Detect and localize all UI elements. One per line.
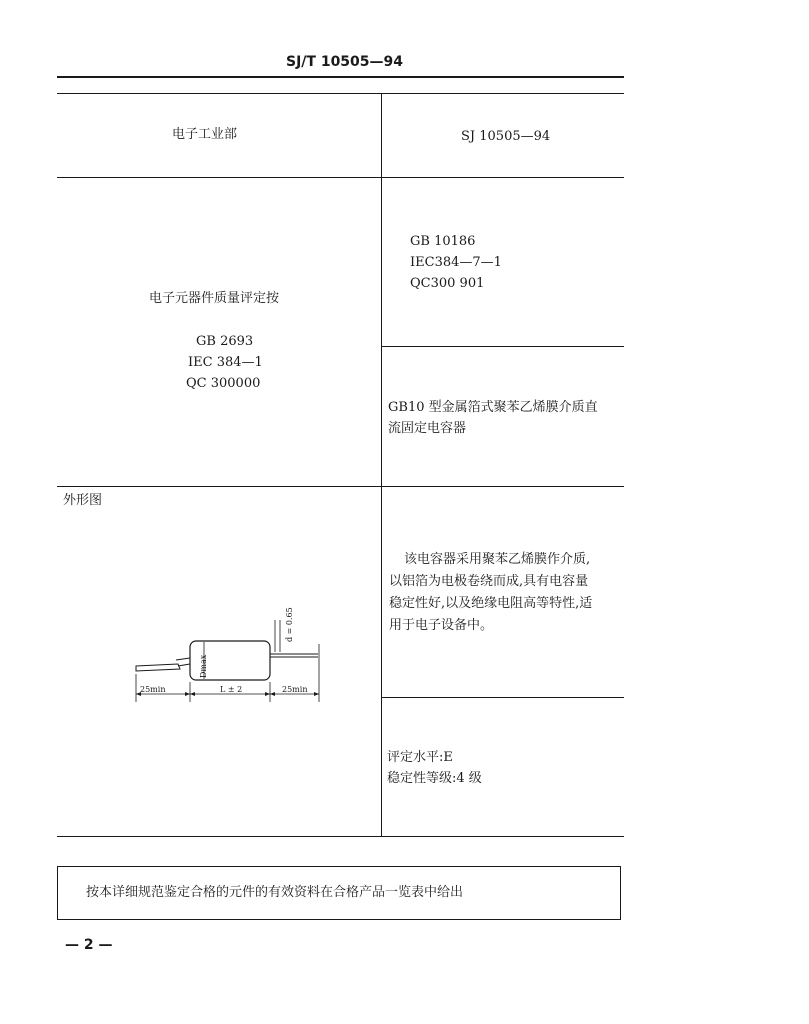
- sectional-ref-iec: IEC384—7—1: [410, 255, 502, 270]
- footer-note: 按本详细规范鉴定合格的元件的有效资料在合格产品一览表中给出: [86, 885, 464, 900]
- right-row-divider-2: [381, 346, 624, 347]
- table-bottom-border: [57, 836, 624, 837]
- product-title-line-1: GB10 型金属箔式聚苯乙烯膜介质直: [388, 400, 598, 415]
- ministry-name: 电子工业部: [172, 127, 238, 142]
- description-line-2: 以铝箔为电极卷绕而成,具有电容量: [389, 574, 589, 589]
- dim-label-lead-right: 25min: [282, 685, 308, 694]
- header-rule: [57, 76, 624, 78]
- basis-title: 电子元器件质量评定按: [149, 291, 280, 306]
- stability-grade: 稳定性等级:4 级: [387, 771, 482, 786]
- capacitor-outline-drawing: [120, 600, 340, 705]
- right-row-divider-4: [381, 697, 624, 698]
- spec-number: SJ 10505—94: [461, 129, 551, 144]
- page-number: — 2 —: [65, 937, 113, 953]
- description-line-4: 用于电子设备中。: [389, 618, 494, 633]
- description-line-3: 稳定性好,以及绝缘电阻高等特性,适: [389, 596, 593, 611]
- table-top-border: [57, 93, 624, 94]
- footer-note-box: [57, 866, 621, 920]
- dim-label-d: d = 0.65: [285, 607, 294, 642]
- dim-label-dmax: Dmax: [199, 654, 208, 678]
- outline-label: 外形图: [63, 493, 103, 508]
- dim-label-body: L ± 2: [220, 685, 243, 694]
- dim-label-lead-left: 25min: [140, 685, 166, 694]
- row-divider-1: [57, 177, 624, 178]
- standard-code-header: SJ/T 10505—94: [286, 54, 404, 70]
- product-title-line-2: 流固定电容器: [388, 421, 467, 436]
- table-center-divider: [381, 93, 382, 836]
- description-line-1: 该电容器采用聚苯乙烯膜作介质,: [404, 552, 591, 567]
- basis-ref-qc: QC 300000: [186, 376, 261, 391]
- basis-ref-iec: IEC 384—1: [188, 355, 263, 370]
- basis-ref-gb: GB 2693: [196, 334, 254, 349]
- sectional-ref-gb: GB 10186: [410, 234, 476, 249]
- sectional-ref-qc: QC300 901: [410, 276, 485, 291]
- assessment-level: 评定水平:E: [387, 750, 453, 765]
- row-divider-3: [57, 486, 624, 487]
